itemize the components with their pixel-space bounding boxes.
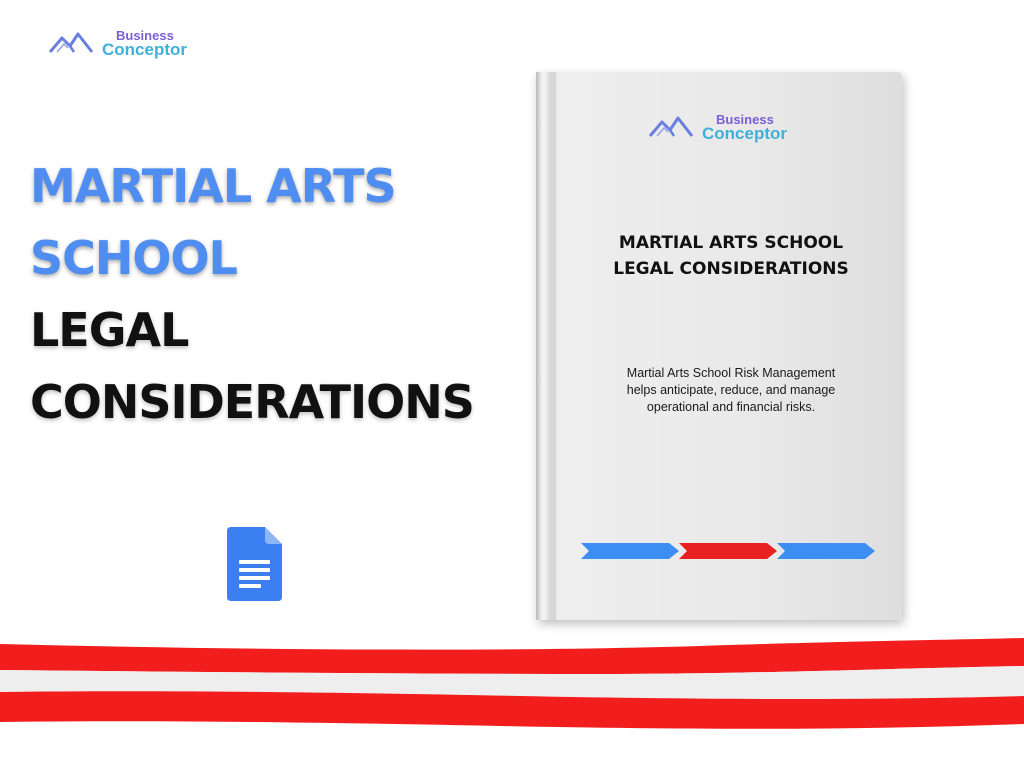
headline-line-2: SCHOOL [30,231,237,285]
stripe-red-top [0,638,1024,674]
google-docs-icon [227,527,282,601]
ebook-cover [536,72,902,620]
book-description [586,365,876,416]
book-brand-word-business: Business [716,112,774,127]
headline-line-1: MARTIAL ARTS [30,159,396,213]
brand-word-conceptor: Conceptor [102,40,187,59]
headline-line-4: CONSIDERATIONS [30,375,474,429]
brand-logo [48,26,198,60]
book-brand-word-conceptor: Conceptor [702,124,787,143]
book-spine [536,72,556,620]
brand-word-business: Business [116,28,174,43]
book-description-line-2: helps anticipate, reduce, and manage [626,383,836,397]
book-title-line-1: MARTIAL ARTS SCHOOL [618,233,844,253]
book-description-line-3: operational and financial risks. [646,400,816,414]
book-title-line-2: LEGAL CONSIDERATIONS [613,259,849,279]
headline-line-3: LEGAL [30,303,189,357]
book-description-line-1: Martial Arts School Risk Management [626,366,836,380]
mountain-logo-icon [648,114,706,140]
mountain-logo-icon [48,30,106,56]
arrow-shape-middle [679,543,777,559]
book-brand-logo [648,110,798,144]
book-title [576,230,886,282]
arrow-shape-right [777,543,875,559]
book-arrow-banner [581,539,881,563]
decorative-stripes [0,630,1024,740]
arrow-shape-left [581,543,679,559]
page-headline [30,150,520,438]
